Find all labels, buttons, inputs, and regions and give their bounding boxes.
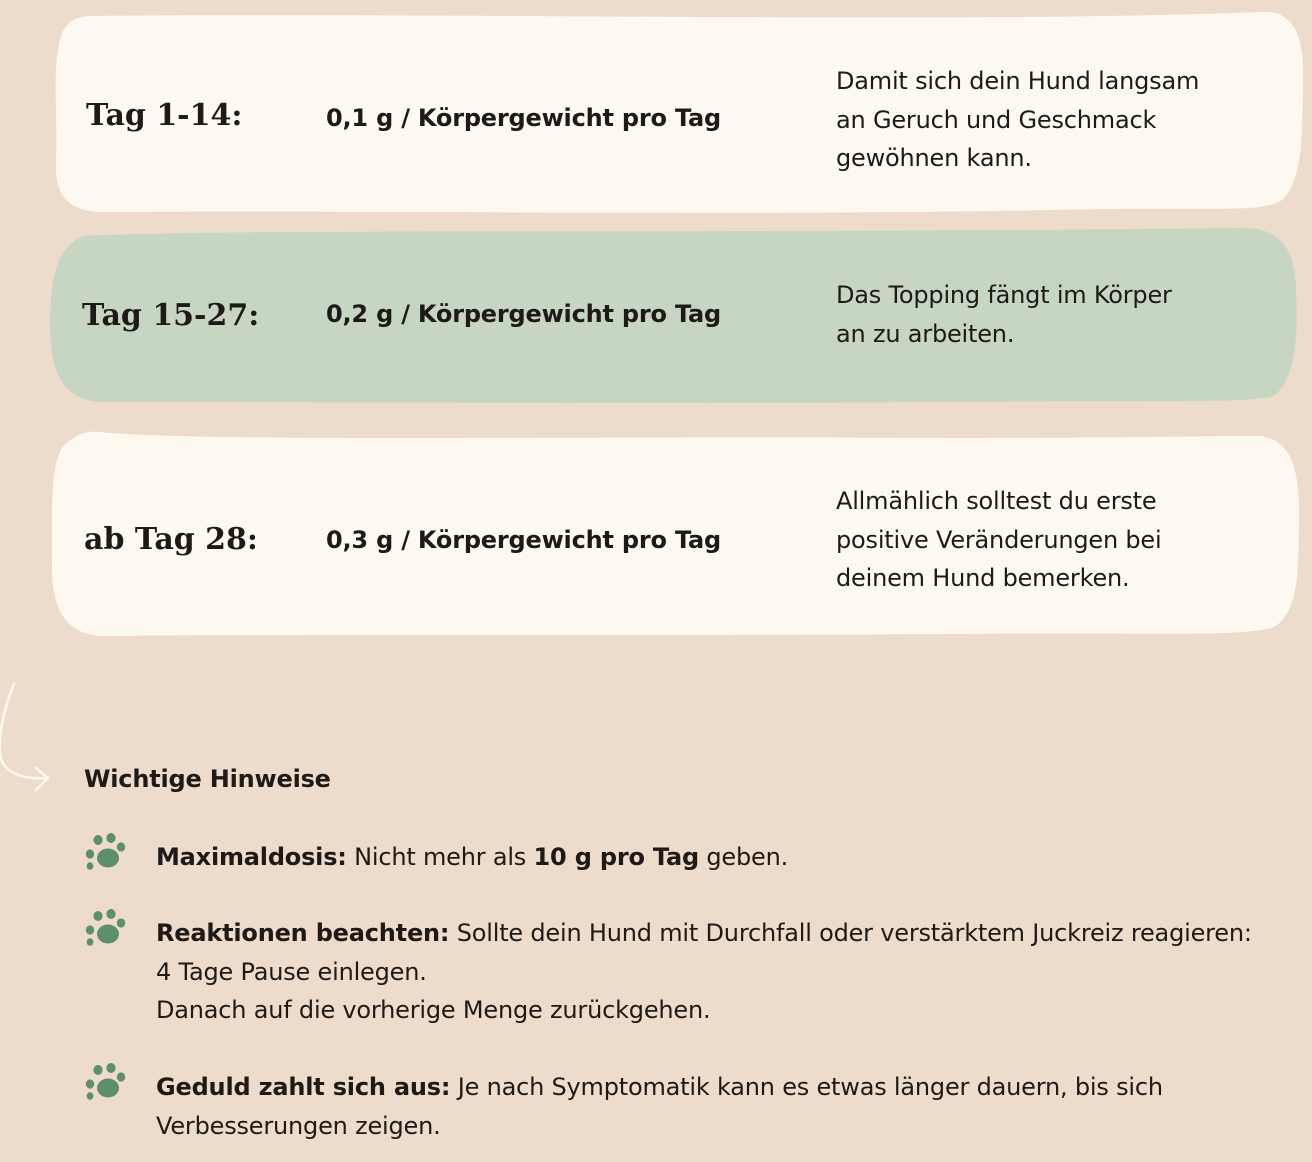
dose-description: Allmählich solltest du erste positive Veränderungen bei deinem Hund bemerken. [836,487,1162,592]
curved-arrow-icon [0,680,60,800]
note-text: Geduld zahlt sich aus: Je nach Symptomatik kann es etwas länger dauern, bis sich Verbesserungen zeigen. [156,1073,1163,1140]
dose-amount: 0,1 g / Körpergewicht pro Tag [326,104,722,132]
dose-amount: 0,3 g / Körpergewicht pro Tag [326,526,722,554]
schedule-card-3 [50,428,1300,638]
day-range: Tag 15-27: [82,298,260,333]
note-text: Reaktionen beachten: Sollte dein Hund mit Durchfall oder verstärktem Juckreiz reagieren: 4 Tage Pause einlegen. Danach auf die vorherige Menge zurückgehen. [156,919,1252,1024]
dose-description: Damit sich dein Hund langsam an Geruch und Geschmack gewöhnen kann. [836,67,1200,172]
paw-icon [84,1062,126,1104]
note-item [84,908,1264,1038]
schedule-card-2 [48,226,1298,406]
note-item [84,832,1264,882]
note-text: Maximaldosis: Nicht mehr als 10 g pro Tag geben. [156,843,789,871]
day-range: ab Tag 28: [84,522,258,557]
notes-title: Wichtige Hinweise [84,765,331,793]
dose-amount: 0,2 g / Körpergewicht pro Tag [326,300,722,328]
note-item [84,1062,1264,1152]
paw-icon [84,908,126,950]
paw-icon [84,832,126,874]
day-range: Tag 1-14: [86,98,243,133]
dose-description: Das Topping fängt im Körper an zu arbeiten. [836,281,1172,348]
schedule-card-1 [52,10,1304,214]
